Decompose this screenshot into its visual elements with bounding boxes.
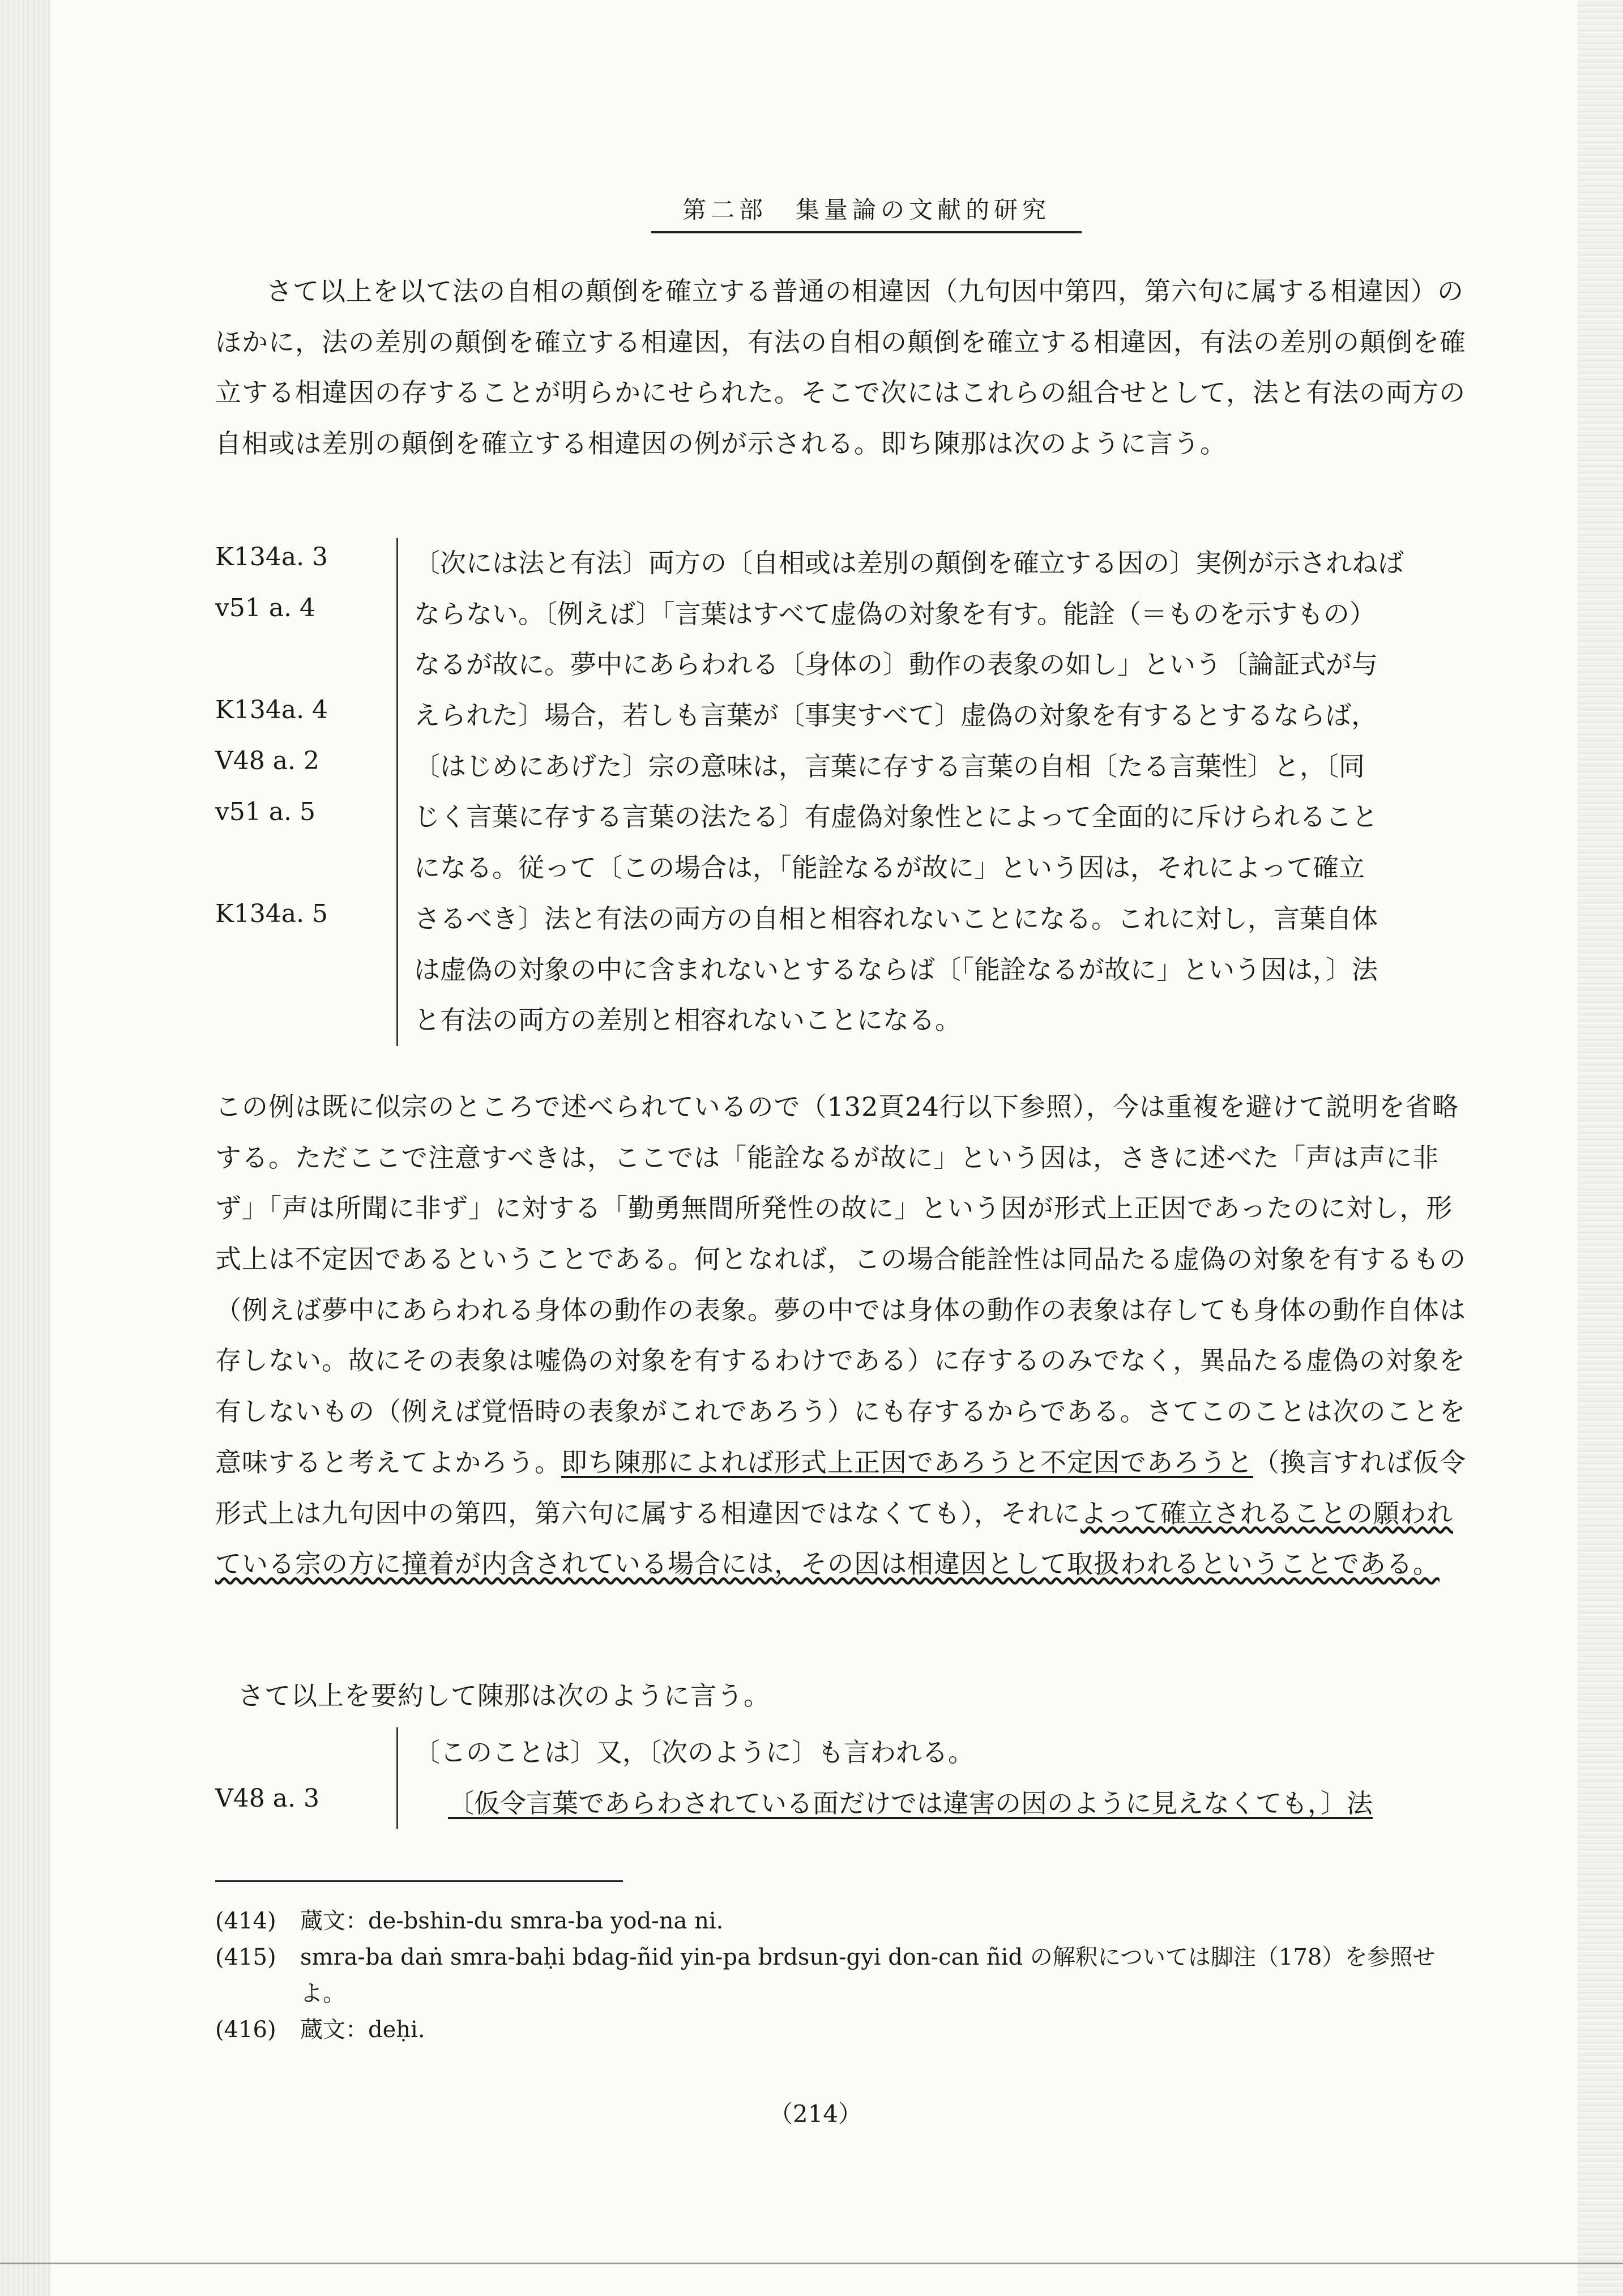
scan-edge-left: [0, 0, 51, 2296]
quote-line: えられた〕場合，若しも言葉が〔事実すべて〕虚偽の対象を有するとするならば，: [414, 700, 1378, 731]
margin-ref: V48 a. 3: [215, 1784, 319, 1813]
quote-line-underlined: 〔仮令言葉であらわされている面だけでは違害の因のように見えなくても，〕法: [448, 1787, 1373, 1819]
scan-edge-right: [1578, 0, 1623, 2296]
quotation-block-1: [396, 538, 1496, 1046]
paragraph-2-text: （換言すれば仮令形式上は九句因中の第四，第六句に属する相違因ではなくても），それに: [215, 1446, 1466, 1529]
paragraph-1: さて以上を以て法の自相の顛倒を確立する普通の相違因（九句因中第四，第六句に属する相違因）のほかに，法の差別の顛倒を確立する相違因，有法の自相の顛倒を確立する相違因，有法の差別の顛倒を確立する相違因の存することが明らかにせられた。そこで次にはこれらの組合せとして，法と有法の両方の自相或は差別の顛倒を確立する相違因の例が示される。即ち陳那は次のように言う。: [215, 276, 1466, 459]
margin-ref: V48 a. 2: [215, 746, 319, 775]
footnote-number: (416): [215, 2017, 276, 2043]
margin-ref: K134a. 5: [215, 899, 328, 928]
scan-bottom-rule: [0, 2263, 1623, 2264]
quote-line: ならない。〔例えば〕「言葉はすべて虚偽の対象を有す。能詮（＝ものを示すもの）: [414, 598, 1376, 629]
margin-ref: K134a. 3: [215, 543, 328, 571]
quote-line: は虚偽の対象の中に含まれないとするならば〔「能詮なるが故に」という因は，〕法: [414, 954, 1378, 985]
running-header: 第二部 集量論の文献的研究: [651, 191, 1082, 233]
margin-ref: K134a. 4: [215, 695, 328, 724]
quote-line: 〔次には法と有法〕両方の〔自相或は差別の顛倒を確立する因の〕実例が示されねば: [414, 548, 1404, 578]
footnote-text: smra-ba daṅ smra-baḥi bdag-ñid yin-pa brdsun-gyi don-can ñid の解釈については脚注（178）を参照せよ。: [300, 1944, 1436, 2007]
quote-line: と有法の両方の差別と相容れないことになる。: [414, 1005, 961, 1036]
wavy-underlined-phrase: よって確立されることの願われている宗の方に撞着が内含されている場合には，その因は相違因として取扱われるということである。: [215, 1497, 1453, 1580]
quote-line: さるべき〕法と有法の両方の自相と相容れないことになる。これに対し，言葉自体: [414, 903, 1378, 934]
quote-line: 〔このことは〕又，〔次のように〕も言われる。: [414, 1737, 974, 1768]
underlined-phrase: 即ち陳那によれば形式上正因であろうと不定因であろうと: [561, 1446, 1253, 1478]
quote-line: じく言葉に存する言葉の法たる〕有虚偽対象性とによって全面的に斥けられること: [414, 801, 1378, 833]
footnote-text: 蔵文：deḥi.: [300, 2017, 425, 2043]
footnote-number: (414): [215, 1908, 276, 1934]
paragraph-2: [215, 1082, 1478, 1590]
page-number: （214）: [768, 2100, 862, 2128]
paragraph-3: さて以上を要約して陳那は次のように言う。: [238, 1680, 770, 1711]
paragraph-2-text: この例は既に似宗のところで述べられているので（132頁24行以下参照），今は重複を避けて説明を省略する。ただここで注意すべきは，ここでは「能詮なるが故に」という因は，さきに述べた「声は声に非ず」「声は所聞に非ず」に対する「勤勇無間所発性の故に」という因が形式上正因であったのに対し，形式上は不定因であるということである。何となれば，この場合能詮性は同品たる虚偽の対象を有するもの（例えば夢中にあらわれる身体の動作の表象。夢の中では身体の動作の表象は存しても身体の動作自体は存しない。故にその表象は嘘偽の対象を有するわけである）に存するのみでなく，異品たる虚偽の対象を有しないもの（例えば覚悟時の表象がこれであろう）にも存するからである。さてこのことは次のことを意味すると考えてよかろう。: [215, 1091, 1466, 1478]
footnote: [215, 1903, 1478, 1939]
footnote-text: 蔵文：de-bshin-du smra-ba yod-na ni.: [300, 1908, 724, 1934]
margin-ref: v51 a. 4: [215, 594, 316, 622]
footnote: [215, 1939, 1478, 2012]
quote-line: 〔はじめにあげた〕宗の意味は，言葉に存する言葉の自相〔たる言葉性〕と，〔同: [414, 750, 1365, 782]
footnotes: [215, 1903, 1478, 2048]
quote-line: になる。従って〔この場合は，「能詮なるが故に」という因は，それによって確立: [414, 852, 1365, 884]
margin-ref: v51 a. 5: [215, 797, 316, 826]
footnote-rule: [215, 1880, 623, 1882]
quote-line: なるが故に。夢中にあらわれる〔身体の〕動作の表象の如し」という〔論証式が与: [414, 649, 1378, 680]
footnote: [215, 2012, 1478, 2048]
quotation-block-2: [396, 1727, 1496, 1829]
footnote-number: (415): [215, 1944, 276, 1970]
